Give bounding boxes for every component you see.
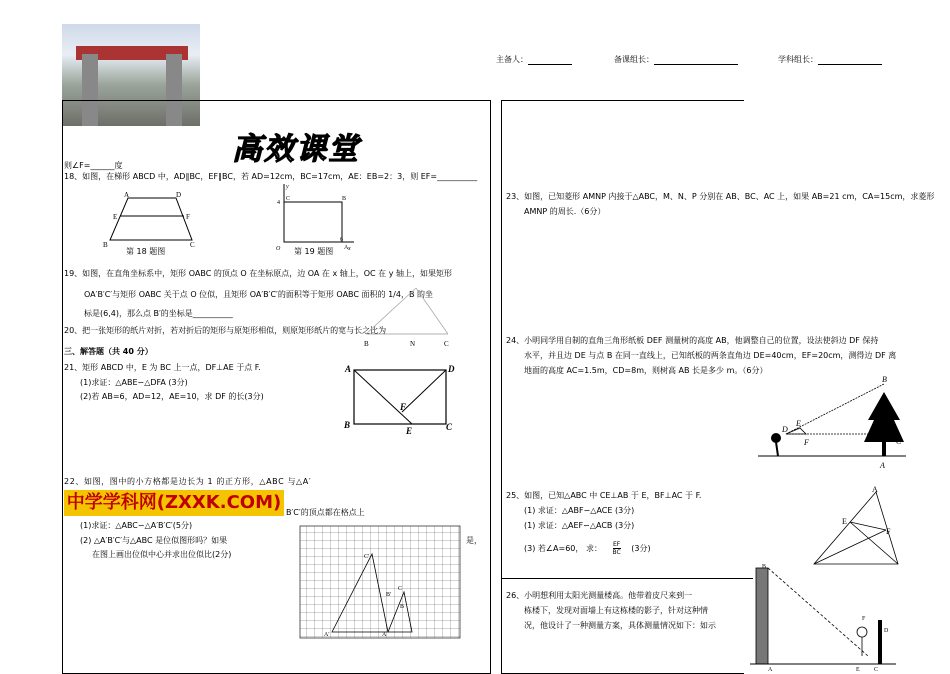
- label-b: B: [103, 241, 108, 249]
- label-b24: B: [882, 375, 887, 384]
- label-a24: A: [880, 461, 885, 470]
- q21-text: 21、矩形 ABCD 中，E 为 BC 上一点，DF⊥AE 于点 F.: [64, 363, 261, 372]
- q24-line3: 地面的高度 AC=1.5m，CD=8m，则树高 AB 长是多少 m。（6分）: [524, 366, 768, 375]
- figure-22-grid: [298, 524, 462, 642]
- header-subject-leader: [778, 54, 882, 65]
- q19-line1: 19、如图，在直角坐标系中，矩形 OABC 的顶点 O 在坐标原点，边 OA 在 x 轴上，OC 在 y 轴上，如果矩形: [64, 269, 452, 278]
- tree-icon: [864, 392, 904, 442]
- label-e26: E: [856, 667, 860, 672]
- label-f25: F: [886, 527, 891, 536]
- figure-21-rectangle: [342, 360, 460, 434]
- q19-line3: 标是(6,4)，那么点 B′的坐标是__________: [84, 309, 233, 318]
- segment-ae: [354, 370, 412, 424]
- header-group-leader: [614, 54, 738, 65]
- figure-18-trapezoid: [100, 190, 200, 252]
- label-f24: F: [804, 438, 809, 447]
- label-e25: E: [842, 517, 847, 526]
- rect-abcd: [354, 370, 446, 424]
- label-f21: F: [400, 402, 407, 412]
- label-c20: C: [444, 340, 449, 348]
- q25-part3-prefix: (3) 若∠A=60， 求：: [524, 544, 602, 553]
- figure-24-tree: [756, 372, 916, 472]
- q22-line2: B′C′的顶点都在格点上: [286, 508, 365, 517]
- label-d24: D: [782, 425, 788, 434]
- preparer-label: 主备人：: [496, 55, 528, 64]
- grid-area: [300, 526, 460, 638]
- preparer-blank[interactable]: [528, 55, 572, 65]
- person-head-icon: [771, 433, 781, 443]
- fold-line-1: [366, 288, 416, 334]
- label-d21: D: [448, 364, 455, 374]
- tree-trunk: [882, 442, 886, 456]
- segment-bf: [814, 530, 886, 564]
- right-page-frame: [501, 100, 744, 674]
- label-b22: B: [400, 604, 405, 610]
- x-label: x: [348, 246, 351, 250]
- label-a19: A: [344, 245, 349, 250]
- q26-divider: [501, 578, 753, 579]
- q23-line1: 23、如图，已知菱形 AMNP 内接于△ABC，M、N、P 分别在 AB、BC、AC 上，如果 AB=21 cm，CA=15cm，求菱形: [506, 192, 935, 201]
- label-c19: C: [286, 196, 291, 202]
- label-f26: F: [862, 616, 866, 622]
- q20-text: 20、把一张矩形的纸片对折，若对折后的矩形与原矩形相似，则原矩形纸片的宽与长之比为: [64, 326, 387, 335]
- label-e24: E: [796, 419, 801, 428]
- label-a-prime: A': [324, 632, 330, 638]
- figure-20-fold: [356, 268, 486, 348]
- q25-text: 25、如图，已知△ABC 中 CE⊥AB 于 E，BF⊥AC 于 F.: [506, 491, 702, 500]
- person-26-icon: [857, 627, 867, 637]
- q21-part2: (2)若 AB=6，AD=12，AE=10，求 DF 的长(3分): [80, 392, 264, 401]
- tick-6: 6: [340, 237, 343, 243]
- label-d26: D: [884, 628, 889, 634]
- label-a25: A: [872, 486, 878, 494]
- cardboard-triangle: [786, 428, 806, 434]
- header-preparer: [496, 54, 572, 65]
- label-e: E: [113, 213, 118, 221]
- label-b-prime: B': [386, 592, 392, 598]
- label-b26: B: [762, 564, 767, 570]
- subject-leader-blank[interactable]: [818, 55, 882, 65]
- figure-19-coordinate: [270, 180, 360, 250]
- figure-25-triangle: [806, 486, 906, 570]
- q22-part1: (1)求证：△ABC∽△A′B′C′(5分): [80, 521, 193, 530]
- q21-part1: (1)求证：△ABE∽△DFA (3分): [80, 378, 188, 387]
- q22-part2: (2) △A′B′C′与△ABC 是位似图形吗？如果: [80, 536, 228, 545]
- figure-18-caption: 第 18 题图: [126, 247, 166, 256]
- q25-part3-points: (3分): [631, 544, 651, 553]
- group-leader-blank[interactable]: [654, 55, 738, 65]
- label-c26: C: [874, 667, 879, 672]
- section-3-heading: 三、解答题（共 40 分）: [64, 347, 153, 356]
- label-b21: B: [344, 420, 351, 430]
- tick-4: 4: [277, 200, 280, 206]
- q26-line2: 栋楼下，发现对面墙上有这栋楼的影子，针对这种情: [524, 606, 708, 615]
- q18-text: 18、如图，在梯形 ABCD 中，AD∥BC，EF∥BC，若 AD=12cm，BC=17cm，AE：EB=2：3，则 EF=__________: [64, 172, 478, 181]
- building-shape: [756, 568, 768, 664]
- page-title-art: 高效课堂: [232, 132, 360, 167]
- fraction-ef-bc: [613, 541, 621, 556]
- label-a21: A: [345, 364, 352, 374]
- wall-shape: [878, 620, 882, 664]
- segment-ce: [850, 522, 898, 564]
- q26-line1: 26、小明想利用太阳光测量楼高。他带着皮尺来到一: [506, 591, 693, 600]
- q24-line2: 水平，并且边 DE 与点 B 在同一直线上，已知纸板的两条直角边 DE=40cm，EF=20cm，测得边 DF 离: [524, 351, 897, 360]
- segment-df: [402, 370, 446, 412]
- person-body: [776, 442, 778, 456]
- label-c24: C: [896, 437, 902, 446]
- y-label: y: [286, 184, 289, 190]
- q19-line2: OA′B′C′与矩形 OABC 关于点 O 位似，且矩形 OA′B′C′的面积等于矩形 OABC 面积的 1/4，B 的坐: [84, 290, 433, 299]
- label-e21: E: [406, 426, 413, 434]
- fraction-denominator: BC: [612, 549, 621, 556]
- label-a22: A: [382, 632, 387, 638]
- label-d: D: [176, 191, 182, 199]
- figure-19-caption: 第 19 题图: [294, 247, 334, 256]
- subject-leader-label: 学科组长：: [778, 55, 818, 64]
- q24-line1: 24、小明同学用自制的直角三角形纸板 DEF 测量树的高度 AB，他调整自己的位置，设法使斜边 DF 保持: [506, 336, 879, 345]
- label-c22: C: [398, 586, 403, 592]
- q17-tail: 则∠F=______度: [64, 161, 123, 170]
- zxxk-watermark-banner: 中学学科网(ZXXK.COM): [64, 490, 284, 516]
- q22-line1: 22、如图，图中的小方格都是边长为 1 的正方形，△ABC 与△A′: [64, 477, 312, 486]
- origin-label: O: [276, 246, 281, 250]
- group-leader-label: 备课组长：: [614, 55, 654, 64]
- rect-oabc: [284, 202, 342, 242]
- label-b19: B: [342, 196, 347, 202]
- figure-26-building: [750, 560, 896, 672]
- q22-part2-cont: 在图上画出位似中心并求出位似比(2分): [92, 550, 232, 559]
- q23-line2: AMNP 的周长.（6分）: [524, 207, 606, 216]
- label-c21: C: [446, 422, 453, 432]
- q22-part2-end: 是，: [466, 536, 482, 545]
- q25-part3: [524, 541, 651, 556]
- q25-part1: (1) 求证：△ABF∽△ACE (3分): [524, 506, 635, 515]
- label-c-prime: C': [364, 554, 370, 560]
- label-b20: B: [364, 340, 369, 348]
- trapezoid-shape: [110, 198, 192, 240]
- label-f: F: [186, 213, 190, 221]
- segment-ef25: [850, 522, 886, 530]
- sun-ray-line: [768, 568, 868, 656]
- fold-line-2: [416, 288, 448, 334]
- label-c: C: [190, 241, 195, 249]
- label-a: A: [124, 191, 130, 199]
- q25-part2: (1) 求证：△AEF∽△ACB (3分): [524, 521, 635, 530]
- label-a26: A: [768, 667, 773, 672]
- q26-line3: 况，他设计了一种测量方案，具体测量情况如下：如示: [524, 621, 716, 630]
- label-n20: N: [410, 340, 416, 348]
- fraction-numerator: EF: [612, 541, 621, 548]
